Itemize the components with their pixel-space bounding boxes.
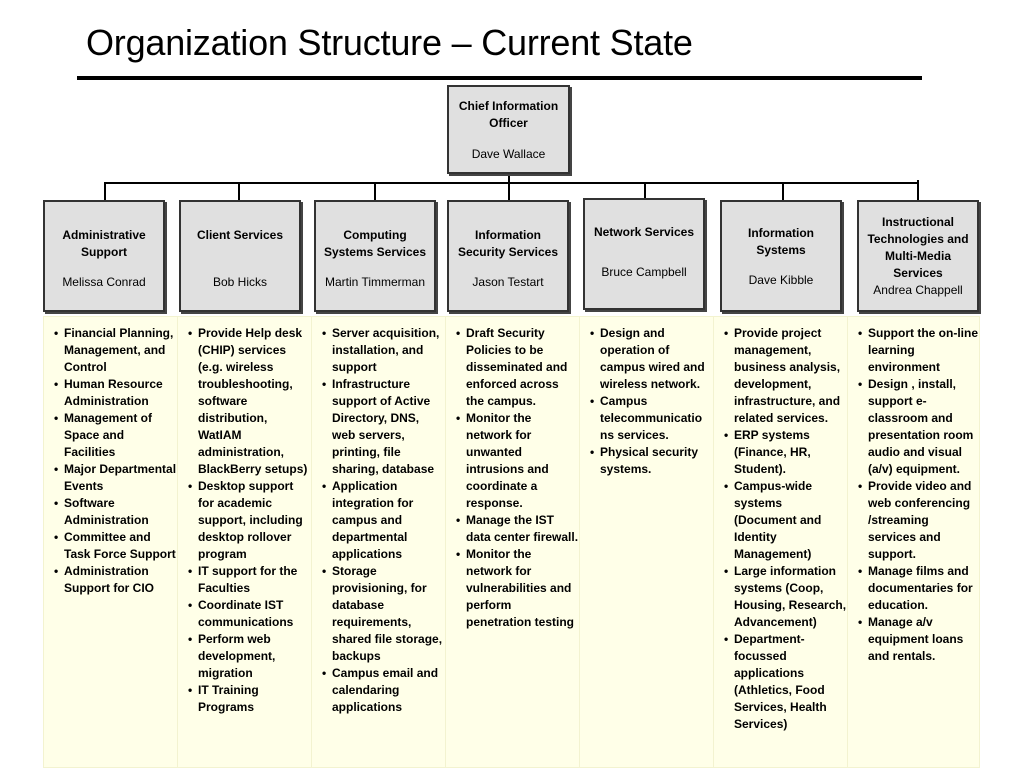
dept-title: Client Services: [196, 228, 284, 242]
duty-item: • Monitor the network for vulnerabilities and perform penetration testing: [456, 546, 579, 631]
duties-list: [714, 325, 847, 733]
duty-item: • Provide project management, business analysis, development, infrastructure, and related services.: [724, 325, 847, 427]
dept-title: Administrative Support: [62, 228, 146, 259]
duty-item: • Coordinate IST communications: [188, 597, 311, 631]
duties-list: [178, 325, 311, 716]
dept-box-information-systems: [720, 200, 842, 312]
dept-manager: Melissa Conrad: [62, 275, 146, 289]
dept-box-information-security-services: [447, 200, 569, 312]
dept-box-client-services: [179, 200, 301, 312]
cio-title: Chief Information Officer: [458, 99, 559, 130]
connector-drop: [644, 182, 646, 198]
duty-item: • IT Training Programs: [188, 682, 311, 716]
duty-item: • Management of Space and Facilities: [54, 410, 177, 461]
duty-item: • Major Departmental Events: [54, 461, 177, 495]
duty-item: • Manage films and documentaries for education.: [858, 563, 979, 614]
cio-box: [447, 85, 570, 174]
connector-horizontal-bus: [104, 182, 919, 184]
dept-title: Computing Systems Services: [323, 228, 427, 259]
duty-item: • Human Resource Administration: [54, 376, 177, 410]
connector-drop: [104, 182, 106, 200]
duties-column-instructional-technologies: [847, 316, 980, 768]
duty-item: • Manage the IST data center firewall.: [456, 512, 579, 546]
dept-manager: Bruce Campbell: [601, 265, 687, 279]
duty-item: • Financial Planning, Management, and Control: [54, 325, 177, 376]
duty-item: • IT support for the Faculties: [188, 563, 311, 597]
dept-box-computing-systems-services: [314, 200, 436, 312]
duty-item: • Administration Support for CIO: [54, 563, 177, 597]
dept-manager: Jason Testart: [472, 275, 544, 289]
dept-title: Network Services: [593, 225, 695, 239]
duty-item: • Software Administration: [54, 495, 177, 529]
duty-item: • Provide Help desk (CHIP) services (e.g. wireless troubleshooting, software distribution, WatIAM administration, BlackBerry setups): [188, 325, 311, 478]
duty-item: • Storage provisioning, for database requirements, shared file storage, backups: [322, 563, 445, 665]
duties-column-network-services: [579, 316, 714, 768]
duties-column-computing-systems-services: [311, 316, 446, 768]
connector-drop: [508, 182, 510, 200]
dept-box-administrative-support: [43, 200, 165, 312]
duties-list: [580, 325, 713, 478]
dept-box-instructional-technologies: [857, 200, 979, 312]
duty-item: • Design and operation of campus wired and wireless network.: [590, 325, 713, 393]
duty-item: • Campus-wide systems (Document and Identity Management): [724, 478, 847, 563]
connector-drop: [782, 182, 784, 200]
duties-list: [446, 325, 579, 631]
duties-list: [848, 325, 979, 665]
duty-item: • Physical security systems.: [590, 444, 713, 478]
cio-name: Dave Wallace: [471, 147, 546, 161]
connector-drop: [374, 182, 376, 200]
duty-item: • Application integration for campus and departmental applications: [322, 478, 445, 563]
title-divider: [77, 76, 922, 80]
duty-item: • Campus email and calendaring applications: [322, 665, 445, 716]
connector-drop: [238, 182, 240, 200]
duty-item: • Provide video and web conferencing /streaming services and support.: [858, 478, 979, 563]
duty-item: • Desktop support for academic support, including desktop rollover program: [188, 478, 311, 563]
duty-item: • Support the on-line learning environment: [858, 325, 979, 376]
dept-manager: Bob Hicks: [212, 275, 268, 289]
dept-title: Information Security Services: [457, 228, 559, 259]
duty-item: • Manage a/v equipment loans and rentals.: [858, 614, 979, 665]
duty-item: • Large information systems (Coop, Housing, Research, Advancement): [724, 563, 847, 631]
duty-item: • Infrastructure support of Active Directory, DNS, web servers, printing, file sharing, database: [322, 376, 445, 478]
dept-manager: Martin Timmerman: [324, 275, 425, 289]
duty-item: • Department-focussed applications (Athletics, Food Services, Health Services): [724, 631, 847, 733]
dept-manager: Andrea Chappell: [873, 283, 963, 297]
duty-item: • Committee and Task Force Support: [54, 529, 177, 563]
duty-item: • Monitor the network for unwanted intrusions and coordinate a response.: [456, 410, 579, 512]
duty-item: • Perform web development, migration: [188, 631, 311, 682]
duties-column-client-services: [177, 316, 312, 768]
dept-manager: Dave Kibble: [748, 273, 814, 287]
duty-item: • Design , install, support e-classroom and presentation room audio and visual (a/v) equipment.: [858, 376, 979, 478]
duty-item: • Server acquisition, installation, and support: [322, 325, 445, 376]
duties-column-information-security-services: [445, 316, 580, 768]
connector-drop: [917, 180, 919, 200]
duty-item: • Draft Security Policies to be disseminated and enforced across the campus.: [456, 325, 579, 410]
duties-column-information-systems: [713, 316, 848, 768]
duty-item: • Campus telecommunicatio ns services.: [590, 393, 713, 444]
duties-list: [312, 325, 445, 716]
dept-title: Information Systems: [748, 226, 814, 257]
duty-item: • ERP systems (Finance, HR, Student).: [724, 427, 847, 478]
dept-title: Instructional Technologies and Multi-Media Services: [867, 215, 969, 280]
duties-list: [44, 325, 177, 597]
duties-column-administrative-support: [43, 316, 178, 768]
dept-box-network-services: [583, 198, 705, 310]
page-title: Organization Structure – Current State: [86, 22, 693, 63]
